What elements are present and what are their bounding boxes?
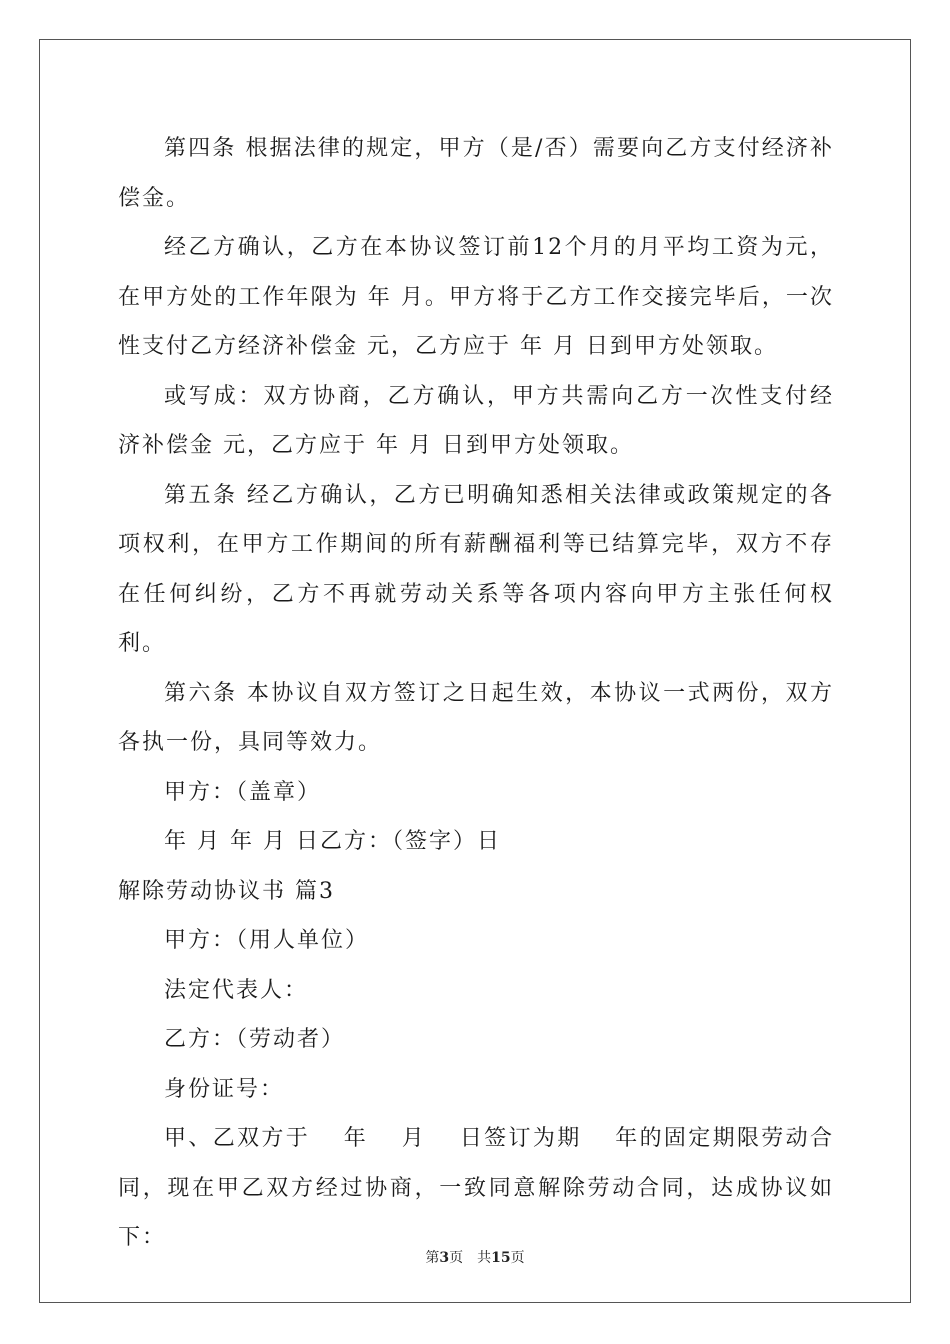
party-a-employer-line: 甲方：（用人单位）: [164, 928, 370, 953]
page-footer: [0, 1247, 950, 1267]
footer-suffix: 页: [510, 1250, 525, 1266]
party-a-seal-line: 甲方：（盖章）: [164, 779, 322, 805]
signature-date-line: 年 月 年 月 日乙方：（签字）日: [164, 829, 501, 854]
footer-prefix: 第: [425, 1250, 440, 1266]
agreement-intro-paragraph: 甲、乙双方于 年 月 日签订为期 年的固定期限劳动合同，现在甲乙双方经过协商，一致同意解除劳动合同，达成协议如下：: [118, 1126, 834, 1250]
legal-representative-line: 法定代表人：: [164, 977, 309, 1003]
article-6-paragraph: 第六条 本协议自双方签订之日起生效，本协议一式两份，双方各执一份，具同等效力。: [118, 680, 834, 755]
document-body: [118, 124, 834, 1263]
footer-page-number: 3: [439, 1250, 450, 1266]
section-title: 解除劳动协议书 篇3: [118, 878, 335, 904]
id-number-line: 身份证号：: [164, 1076, 285, 1102]
article-4-paragraph: 第四条 根据法律的规定，甲方（是/否）需要向乙方支付经济补偿金。: [118, 136, 834, 211]
alternative-wording-paragraph: 或写成：双方协商，乙方确认，甲方共需向乙方一次性支付经济补偿金 元，乙方应于 年 月 日到甲方处领取。: [118, 383, 834, 458]
salary-confirmation-paragraph: 经乙方确认，乙方在本协议签订前12个月的月平均工资为元，在甲方处的工作年限为 年 月。甲方将于乙方工作交接完毕后，一次性支付乙方经济补偿金 元，乙方应于 年 月 日到甲方处领取。: [118, 235, 834, 359]
footer-middle: 页 共: [449, 1250, 492, 1266]
footer-total-pages: 15: [491, 1250, 511, 1266]
article-5-paragraph: 第五条 经乙方确认，乙方已明确知悉相关法律或政策规定的各项权利，在甲方工作期间的所有薪酬福利等已结算完毕，双方不存在任何纠纷，乙方不再就劳动关系等各项内容向甲方主张任何权利。: [118, 482, 834, 656]
party-b-worker-line: 乙方：（劳动者）: [164, 1027, 346, 1052]
